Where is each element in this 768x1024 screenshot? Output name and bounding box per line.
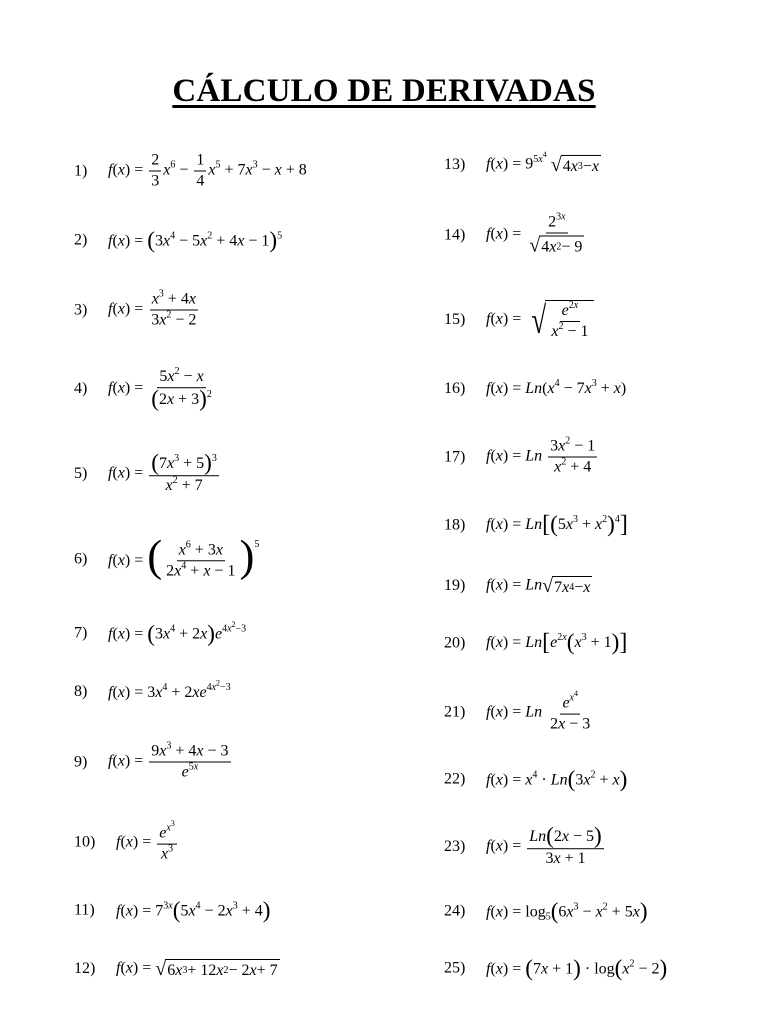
formula: $f(x) = (3x^4 + 2x)e^{4x^2-3}$: [108, 619, 247, 647]
exercise-number: 20): [444, 633, 466, 651]
formula: $f(x) = (3x^4 - 5x^2 + 4x - 1)^5$: [108, 227, 283, 254]
exercise-3: [74, 288, 200, 329]
exercise-22: [444, 766, 628, 793]
exercise-number: 7): [74, 624, 88, 642]
formula: f(x) = $\frac{Ln(2x - 5)}{3x + 1}$: [486, 823, 602, 867]
exercise-23: [444, 823, 606, 867]
exercise-2: [74, 227, 283, 254]
exercise-number: 12): [74, 960, 96, 977]
formula: f(x) = ( $\frac{x^6 + 3x}{2x^4 + x - 1}$ )$^5$: [108, 530, 260, 581]
formula: $f(x) = 7^{3x}(5x^4 - 2x^3 + 4)$: [116, 897, 271, 924]
formula: f(x) = $2^{3x}$ √ 4 x 2 − 9: [486, 211, 583, 257]
exercise-number: 19): [444, 577, 466, 594]
exercise-number: 5): [74, 465, 88, 482]
exercise-24: [444, 898, 648, 925]
formula: $f(x) = Ln[e^{2x}(x^3 + 1)]$: [486, 629, 628, 656]
formula: f(x) = √ $e^{2x}$ $x^2 - 1$: [486, 300, 594, 340]
exercise-number: 2): [74, 232, 88, 249]
exercise-19: [444, 576, 592, 596]
exercise-number: 8): [74, 682, 88, 700]
exercise-25: [444, 955, 668, 982]
formula: f(x) = √ 6 x 3 + 12 x 2 − 2 x + 7: [116, 958, 278, 980]
exercise-8: [74, 678, 231, 701]
exercise-number: 15): [444, 311, 466, 328]
formula: f(x) = $\frac{x^3 + 4x}{3x^2 - 2}$: [108, 288, 197, 329]
formula: f(x) = Ln $\frac{e^{x^4}}{2x - 3}$: [486, 688, 591, 733]
exercise-1: [74, 153, 307, 190]
exercise-number: 16): [444, 380, 466, 397]
exercise-number: 3): [74, 301, 88, 318]
formula: $f(x) = 9^{5x^4}$ √ 4 x 3 − x: [486, 149, 599, 177]
exercise-17: [444, 435, 599, 476]
exercise-number: 6): [74, 549, 88, 567]
page-title: CÁLCULO DE DERIVADAS: [172, 73, 596, 109]
exercise-5: [74, 450, 221, 494]
exercise-number: 18): [444, 515, 466, 533]
exercise-number: 24): [444, 903, 466, 920]
exercise-number: 11): [74, 902, 95, 919]
exercise-number: 17): [444, 448, 466, 465]
formula: f(x) = $\frac{9x^3 + 4x - 3}{e^{5x}}$: [108, 740, 229, 781]
exercise-11: [74, 897, 271, 924]
exercise-number: 14): [444, 226, 466, 243]
formula: $f(x) = Ln[(5x^3 + x^2)^4]$: [486, 511, 628, 538]
exercise-16: [444, 378, 627, 397]
exercise-4: [74, 366, 216, 413]
formula: f(x) = $\frac{2}{3}$ $x^6$ − $\frac{1}{4}$ $x^5 + 7x^3 - x + 8$: [108, 151, 307, 190]
exercise-number: 23): [444, 838, 466, 855]
exercise-number: 13): [444, 156, 466, 173]
exercise-7: [74, 619, 247, 647]
exercise-number: 9): [74, 753, 88, 770]
exercise-15: [444, 300, 594, 340]
formula: f(x) = $\frac{e^{x^3}}{x^3}$: [116, 818, 175, 863]
formula: $f(x) = Ln(x^4 - 7x^3 + x)$: [486, 378, 627, 397]
exercise-18: [444, 511, 628, 538]
exercise-13: [444, 149, 601, 177]
exercise-number: 22): [444, 771, 466, 788]
formula: f(x) = $\frac{(7x^3 + 5)^3}{x^2 + 7}$: [108, 450, 217, 494]
formula: $f(x) = \log_5(6x^3 - x^2 + 5x)$: [486, 898, 648, 925]
formula: f(x) = Ln √ 7 x 4 − x: [486, 575, 591, 597]
exercise-20: [444, 629, 628, 656]
formula: $f(x) = (7x + 1) \cdot \log(x^2 - 2)$: [486, 955, 668, 982]
formula: f(x) = $\frac{5x^2 - x}{(2x + 3)^2}$: [108, 366, 212, 413]
exercise-9: [74, 740, 233, 781]
exercise-10: [74, 818, 179, 863]
exercise-number: 21): [444, 703, 466, 721]
exercise-12: [74, 959, 280, 979]
formula: $f(x) = x^4 \cdot Ln(3x^2 + x)$: [486, 766, 628, 793]
exercise-number: 25): [444, 960, 466, 977]
exercise-21: [444, 688, 594, 733]
exercise-14: [444, 211, 588, 257]
exercise-number: 10): [74, 833, 96, 851]
exercise-number: 4): [74, 380, 88, 397]
exercise-6: [74, 530, 260, 581]
formula: $f(x) = 3x^4 + 2xe^{4x^2-3}$: [108, 678, 231, 701]
formula: f(x) = Ln $\frac{3x^2 - 1}{x^2 + 4}$: [486, 435, 596, 476]
exercise-number: 1): [74, 162, 88, 179]
